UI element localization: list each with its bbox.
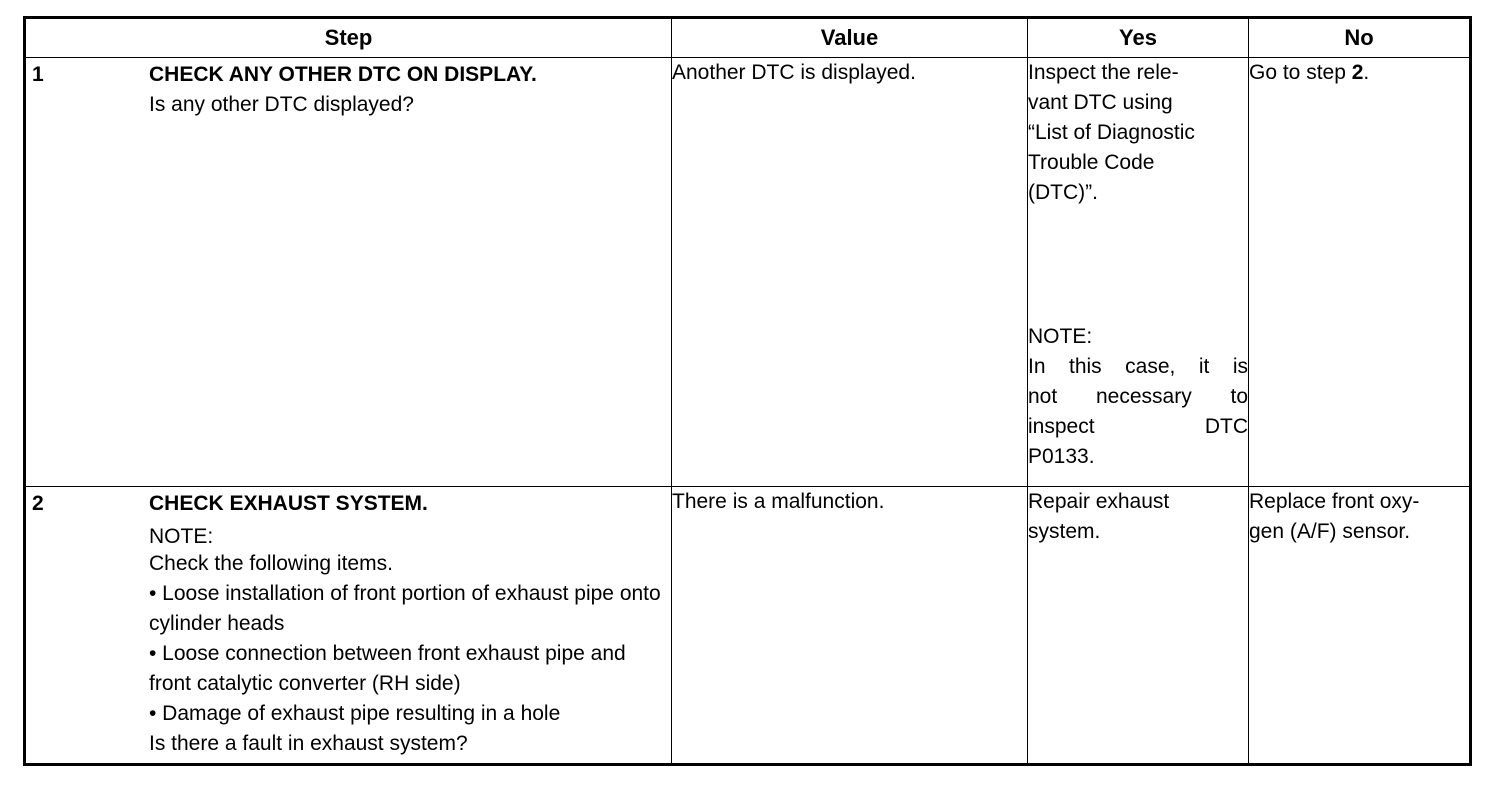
yes-line: vant DTC using [1028,91,1173,114]
table-row [25,487,1471,765]
value-text: Another DTC is displayed. [672,61,916,84]
header-row [25,18,1471,58]
table-row [25,58,1471,487]
note-item: • Loose installation of front portion of exhaust pipe onto cylinder heads [149,582,661,635]
step-number: 1 [32,63,44,86]
yes-line: Inspect the rele- [1028,61,1179,84]
step-cell [25,487,672,765]
yes-line: Repair exhaust [1028,490,1170,513]
yes-note-line: inspect DTC [1028,415,1248,438]
step-number: 2 [32,492,44,515]
no-cell [1249,487,1471,765]
step-question: Is any other DTC displayed? [149,93,414,116]
header-no: No [1249,18,1471,58]
yes-cell [1028,58,1249,487]
yes-cell [1028,487,1249,765]
no-line: Replace front oxy- [1249,490,1420,513]
no-cell [1249,58,1471,487]
step-cell [25,58,672,487]
value-text: There is a malfunction. [672,490,885,513]
header-value: Value [672,18,1028,58]
yes-line: (DTC)”. [1028,181,1098,204]
value-cell [672,58,1028,487]
yes-line: “List of Diagnostic [1028,121,1195,144]
note-item: • Damage of exhaust pipe resulting in a hole [149,702,561,725]
note-intro: Check the following items. [149,552,393,575]
yes-line: system. [1028,520,1101,543]
header-step: Step [25,18,672,58]
step-title: CHECK EXHAUST SYSTEM. [149,492,428,515]
yes-line: Trouble Code [1028,151,1155,174]
yes-note-line: In this case, it is [1028,355,1248,378]
yes-note-label: NOTE: [1028,325,1093,348]
value-cell [672,487,1028,765]
step-link: 2 [1351,61,1364,84]
header-yes: Yes [1028,18,1249,58]
no-text: Go to step 2. [1249,61,1370,84]
yes-note-line: not necessary to [1028,385,1248,408]
note-label: NOTE: [149,525,214,548]
note-item: • Loose connection between front exhaust pipe and front catalytic converter (RH side) [149,642,626,695]
step-question: Is there a fault in exhaust system? [149,732,468,755]
yes-note-line: P0133. [1028,445,1095,468]
step-title: CHECK ANY OTHER DTC ON DISPLAY. [149,63,537,86]
diagnostic-table [23,16,1472,766]
no-line: gen (A/F) sensor. [1249,520,1411,543]
